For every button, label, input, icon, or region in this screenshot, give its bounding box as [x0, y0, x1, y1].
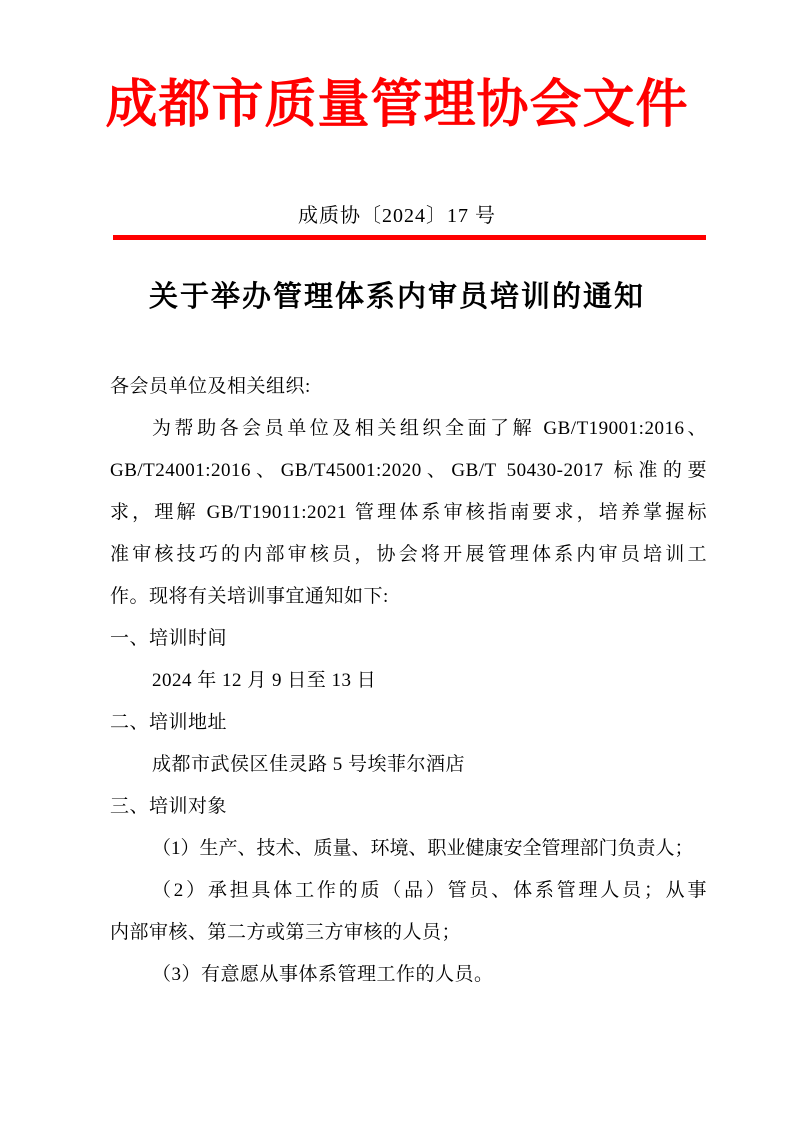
salutation: 各会员单位及相关组织: [110, 376, 311, 397]
notice-body [110, 366, 707, 996]
section-heading-training-time: 一、培训时间 [110, 628, 228, 649]
audience-item: （3）有意愿从事体系管理工作的人员。 [152, 964, 494, 985]
section-heading-training-audience: 三、培训对象 [110, 796, 228, 817]
doc-number: 成质协〔2024〕17 号 [298, 205, 496, 227]
training-address-value: 成都市武侯区佳灵路 5 号埃菲尔酒店 [152, 754, 466, 775]
training-time-value: 2024 年 12 月 9 日至 13 日 [152, 670, 377, 691]
intro-line: 作。现将有关培训事宜通知如下: [110, 586, 389, 607]
section-heading-training-address: 二、培训地址 [110, 712, 228, 733]
org-title: 成都市质量管理协会文件 [105, 77, 689, 134]
intro-line: 准审核技巧的内部审核员，协会将开展管理体系内审员培训工 [110, 544, 707, 565]
red-divider-line [113, 235, 706, 240]
audience-item: （2）承担具体工作的质（品）管员、体系管理人员；从事 [152, 880, 707, 901]
intro-line: GB/T24001:2016、GB/T45001:2020、GB/T 50430-2017 标准的要 [110, 460, 707, 481]
notice-title: 关于举办管理体系内审员培训的通知 [148, 281, 645, 313]
intro-line: 求，理解 GB/T19011:2021 管理体系审核指南要求，培养掌握标 [110, 502, 707, 523]
audience-item-continuation: 内部审核、第二方或第三方审核的人员； [110, 922, 462, 943]
intro-line: 为帮助各会员单位及相关组织全面了解 GB/T19001:2016、 [152, 418, 707, 439]
audience-item: （1）生产、技术、质量、环境、职业健康安全管理部门负责人； [152, 838, 694, 859]
